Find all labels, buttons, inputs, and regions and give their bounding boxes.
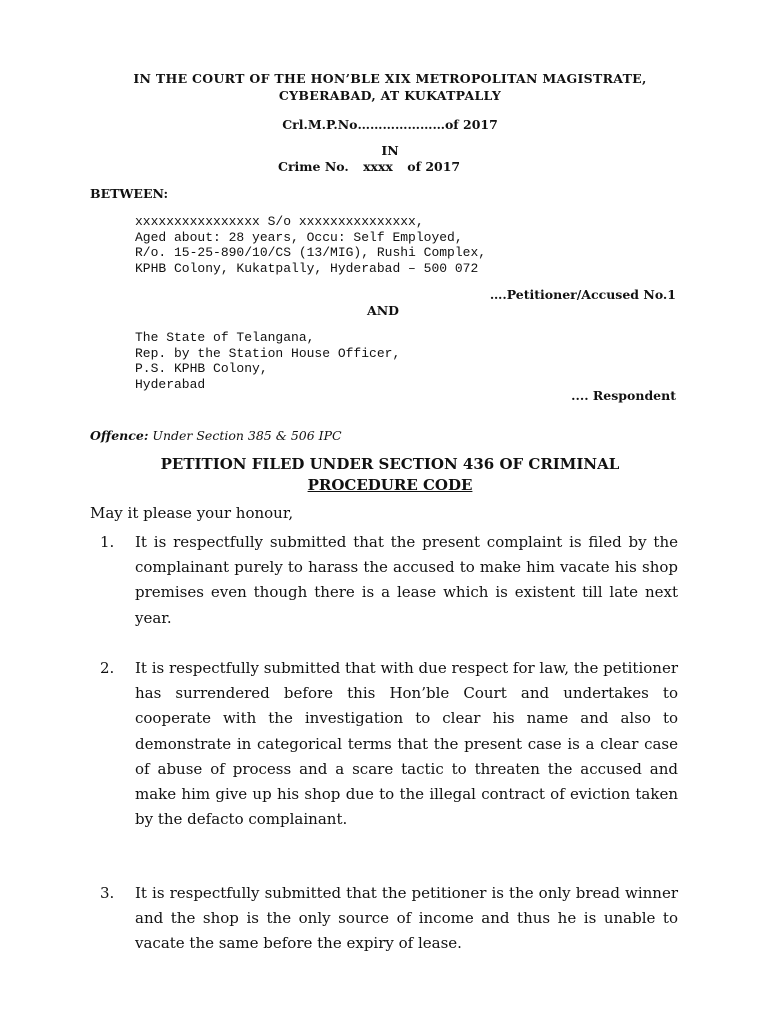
crl-mp-number: Crl.M.P.No…………………of 2017 bbox=[282, 117, 498, 132]
between-label: BETWEEN: bbox=[90, 186, 169, 201]
respondent-line: Rep. by the Station House Officer, bbox=[135, 345, 401, 361]
petition-heading-line-1: PETITION FILED UNDER SECTION 436 OF CRIMINAL bbox=[160, 455, 620, 473]
crime-label: Crime No. bbox=[278, 159, 349, 174]
crime-number: xxxx bbox=[363, 159, 393, 174]
respondent-block bbox=[135, 330, 400, 392]
paragraph-2 bbox=[90, 656, 678, 832]
petition-heading-line-2: PROCEDURE CODE bbox=[307, 476, 473, 494]
petitioner-line: R/o. 15-25-890/10/CS (13/MIG), Rushi Complex, bbox=[135, 245, 487, 260]
court-title-line-2: CYBERABAD, AT KUKATPALLY bbox=[278, 88, 502, 103]
paragraph-number: 1. bbox=[100, 533, 115, 551]
petitioner-line: Aged about: 28 years, Occu: Self Employed, bbox=[135, 229, 463, 245]
court-title bbox=[90, 70, 690, 104]
court-title-line-1: IN THE COURT OF THE HON’BLE XIX METROPOLITAN MAGISTRATE, bbox=[133, 71, 647, 86]
offence-line bbox=[90, 428, 342, 443]
offence-label: Offence: bbox=[90, 428, 149, 443]
petitioner-role: ….Petitioner/Accused No.1 bbox=[489, 287, 676, 302]
paragraph-number: 3. bbox=[100, 884, 115, 902]
paragraph-text: It is respectfully submitted that the present complaint is filed by the complainant purely to harass the accused to make him vacate his shop premises even though there is a lease which is existent till late next year. bbox=[135, 533, 678, 627]
respondent-line: Hyderabad bbox=[135, 376, 206, 392]
paragraph-number: 2. bbox=[100, 659, 115, 677]
crime-number-line bbox=[278, 158, 460, 175]
paragraph-3 bbox=[90, 881, 678, 957]
greeting: May it please your honour, bbox=[90, 504, 294, 522]
offence-text: Under Section 385 & 506 IPC bbox=[148, 428, 342, 443]
paragraph-text: It is respectfully submitted that the petitioner is the only bread winner and the shop is the only source of income and thus he is unable to vacate the same before the expiry of lease. bbox=[135, 884, 678, 953]
paragraph-text: It is respectfully submitted that with due respect for law, the petitioner has surrendered before this Hon’ble Court and undertakes to cooperate with the investigation to clear his name and also to demonstrate in categorical terms that the present case is a clear case of abuse of process and a scare tactic to threaten the accused and make him give up his shop due to the illegal contract of eviction taken by the defacto complainant. bbox=[135, 659, 678, 829]
petitioner-block bbox=[135, 214, 486, 276]
and-label: AND bbox=[367, 303, 399, 318]
respondent-role: .... Respondent bbox=[571, 388, 676, 403]
respondent-line: P.S. KPHB Colony, bbox=[135, 361, 268, 376]
in-label: IN bbox=[381, 143, 399, 158]
respondent-line: The State of Telangana, bbox=[135, 330, 315, 345]
petitioner-line: KPHB Colony, Kukatpally, Hyderabad – 500 072 bbox=[135, 260, 479, 276]
crime-year: of 2017 bbox=[407, 159, 461, 174]
petition-heading bbox=[110, 454, 670, 496]
petitioner-line: xxxxxxxxxxxxxxxx S/o xxxxxxxxxxxxxxx, bbox=[135, 214, 424, 229]
paragraph-1 bbox=[90, 530, 678, 631]
